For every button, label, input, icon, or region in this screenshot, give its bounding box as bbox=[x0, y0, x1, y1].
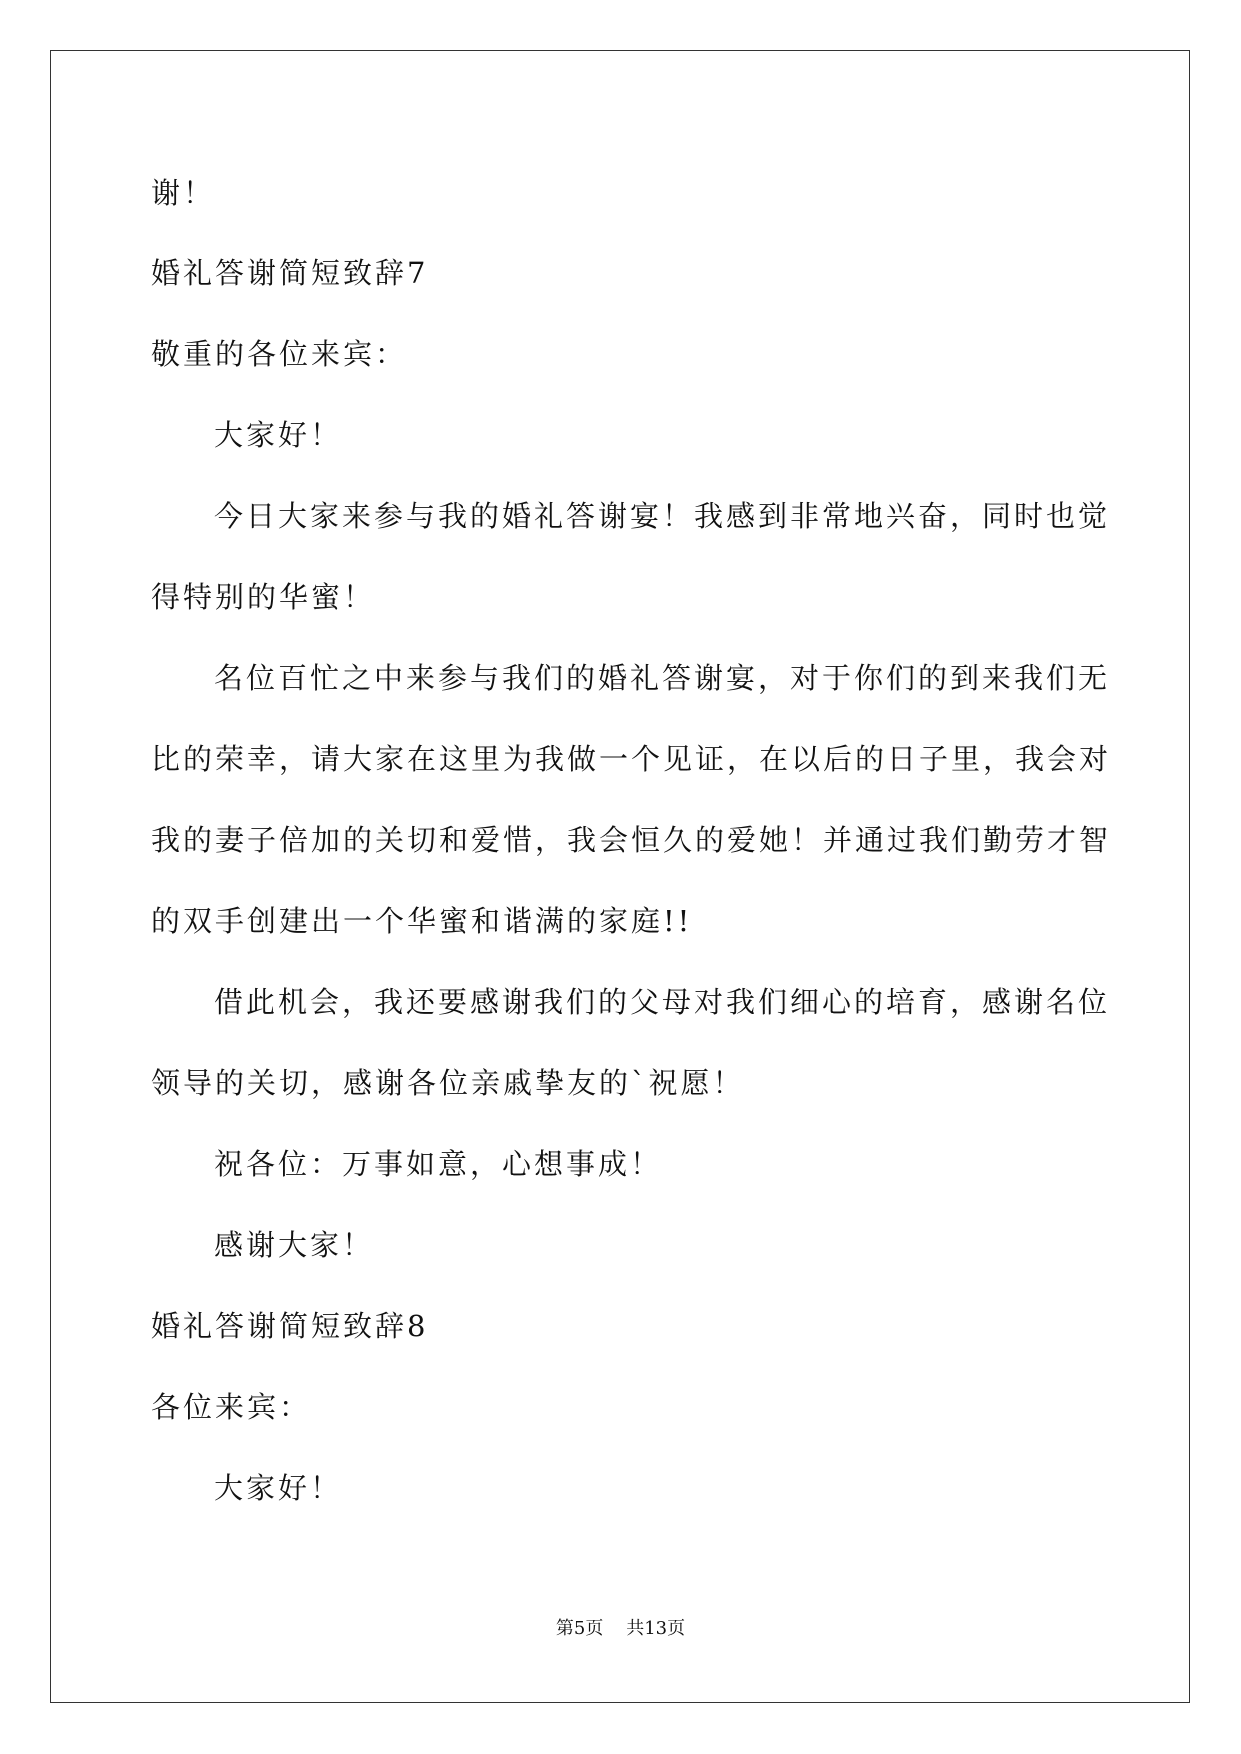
paragraph-line: 感谢大家！ bbox=[214, 1228, 375, 1262]
paragraph-line: 得特别的华蜜！ bbox=[151, 580, 376, 614]
paragraph-line: 借此机会，我还要感谢我们的父母对我们细心的培育，感谢名位 bbox=[214, 985, 1111, 1019]
section-heading: 婚礼答谢简短致辞8 bbox=[151, 1309, 429, 1343]
paragraph-line: 的双手创建出一个华蜜和谐满的家庭!! bbox=[151, 904, 693, 938]
page-frame bbox=[50, 50, 1190, 1703]
greeting: 大家好！ bbox=[214, 1471, 343, 1505]
greeting: 大家好！ bbox=[214, 418, 343, 452]
paragraph-line: 领导的关切，感谢各位亲戚挚友的`祝愿！ bbox=[151, 1066, 745, 1100]
paragraph-line: 我的妻子倍加的关切和爱惜，我会恒久的爱她！并通过我们勤劳才智 bbox=[151, 823, 1112, 857]
paragraph-line: 比的荣幸，请大家在这里为我做一个见证，在以后的日子里，我会对 bbox=[151, 742, 1112, 776]
page-number-label: 第5页 共13页 bbox=[555, 1618, 686, 1639]
salutation: 敬重的各位来宾： bbox=[151, 337, 408, 371]
salutation: 各位来宾： bbox=[151, 1390, 312, 1424]
paragraph-line: 名位百忙之中来参与我们的婚礼答谢宴，对于你们的到来我们无 bbox=[214, 661, 1111, 695]
page-footer bbox=[0, 1617, 1241, 1641]
text-line: 谢！ bbox=[151, 176, 216, 210]
section-heading: 婚礼答谢简短致辞7 bbox=[151, 256, 429, 290]
paragraph-line: 祝各位：万事如意，心想事成！ bbox=[214, 1147, 663, 1181]
paragraph-line: 今日大家来参与我的婚礼答谢宴！我感到非常地兴奋，同时也觉 bbox=[214, 499, 1111, 533]
